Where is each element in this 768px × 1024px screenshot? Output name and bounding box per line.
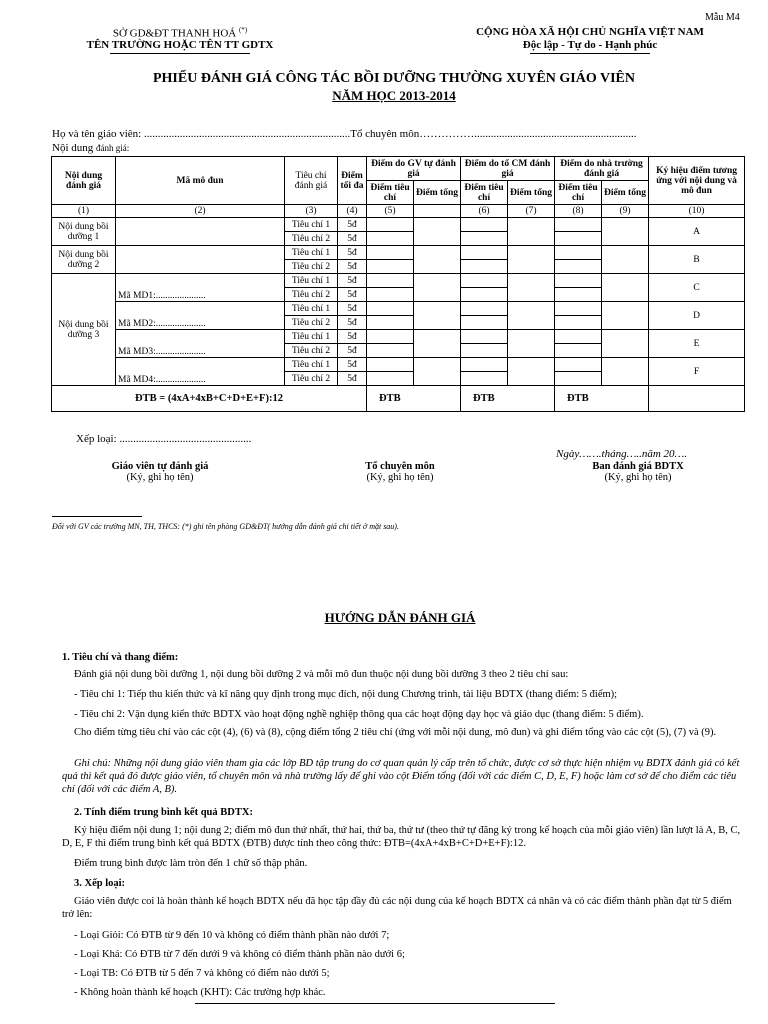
- department-mark: (*): [238, 26, 248, 34]
- bottom-divider: [195, 1003, 555, 1004]
- criteria-2: Tiêu chí 2: [285, 288, 338, 302]
- max-score: 5đ: [338, 232, 367, 246]
- sub-criteria-score: Điểm tiêu chí: [555, 181, 602, 205]
- department-name: [60, 26, 300, 40]
- dtb-group: ĐTB: [461, 386, 555, 412]
- section-1-para-2: - Tiêu chí 1: Tiếp thu kiến thức và kĩ năng quy định trong mục đích, nội dung Chương trình, tài liệu BDTX (thang điểm: 5 điểm);: [74, 689, 618, 700]
- section-1-note: Ghi chú: Những nội dung giáo viên tham gia các lớp BD tập trung do cơ quan quản lý cấp trên tổ chức, được cơ sở thực hiện nhiệm vụ BDTX đánh giá có kết quả thì kết quả đó được giáo viên, tổ chuyên môn và nhà trường lấy để ghi vào cột Điểm tổng (đối với các điểm C, D, E, F) hoặc làm cơ sở để cho điểm các tiêu chí (đối với các điểm A, B).: [62, 758, 740, 795]
- section-1-para-3: - Tiêu chí 2: Vận dụng kiến thức BDTX vào hoạt động nghề nghiệp thông qua các hoạt động dạy học và giáo dục (thang điểm: 5 điểm).: [74, 709, 644, 720]
- module-md4: Mã MD4:.....................: [116, 358, 285, 386]
- header-group-eval: Điểm do tổ CM đánh giá: [461, 157, 555, 181]
- col-num: (10): [649, 205, 745, 218]
- criteria-1: Tiêu chí 1: [285, 246, 338, 260]
- content-label-small: đánh giá:: [96, 143, 130, 153]
- module-md2: Mã MD2:.....................: [116, 302, 285, 330]
- signature-teacher: [70, 461, 250, 483]
- footnote: Đối với GV các trường MN, TH, THCS: (*) ghi tên phòng GD&ĐT( hướng dẫn đánh giá chi tiết ở mặt sau).: [52, 522, 399, 531]
- criteria-1: Tiêu chí 1: [285, 302, 338, 316]
- section-2-para-1: Ký hiệu điểm nội dung 1; nội dung 2; điểm mô đun thứ nhất, thứ hai, thứ ba, thứ tư (theo thứ tự đăng ký trong kế hoạch của mỗi giáo viên) lần lượt là A, B, C, D, E, F thì điểm trung bình kết quả BDTX (ĐTB) được tính theo công thức: ĐTB=(4xA+4xB+C+D+E+F):12.: [62, 825, 741, 849]
- signature-board: [548, 461, 728, 483]
- col-num: (5): [367, 205, 414, 218]
- symbol-c: C: [649, 274, 745, 302]
- header-school-eval: Điểm do nhà trường đánh giá: [555, 157, 649, 181]
- sub-total-score: Điểm tổng: [414, 181, 461, 205]
- col-num: (2): [116, 205, 285, 218]
- signature-group: [310, 461, 490, 483]
- col-num: (4): [338, 205, 367, 218]
- criteria-1: Tiêu chí 1: [285, 274, 338, 288]
- date-line: Ngày…….tháng…..năm 20….: [556, 448, 688, 460]
- footnote-divider: [52, 516, 142, 517]
- criteria-2: Tiêu chí 2: [285, 372, 338, 386]
- symbol-a: A: [649, 218, 745, 246]
- max-score: 5đ: [338, 246, 367, 260]
- sub-total-score: Điểm tổng: [602, 181, 649, 205]
- dtb-school: ĐTB: [555, 386, 649, 412]
- form-code: Mẫu M4: [705, 12, 740, 23]
- content-2-label: Nội dung bồi dưỡng 2: [52, 246, 116, 274]
- dtb-formula: ĐTB = (4xA+4xB+C+D+E+F):12: [52, 386, 367, 412]
- max-score: 5đ: [338, 316, 367, 330]
- section-3-para-2: - Loại Giỏi: Có ĐTB từ 9 đến 10 và không có điểm thành phần nào dưới 7;: [74, 930, 390, 941]
- section-1-title: 1. Tiêu chí và thang điểm:: [62, 652, 179, 663]
- section-3-title: 3. Xếp loại:: [74, 878, 126, 889]
- ranking-line: Xếp loại: ................................................: [76, 433, 252, 445]
- max-score: 5đ: [338, 274, 367, 288]
- col-num: (7): [508, 205, 555, 218]
- symbol-f: F: [649, 358, 745, 386]
- section-3-para-4: - Loại TB: Có ĐTB từ 5 đến 7 và không có điểm nào dưới 5;: [74, 968, 330, 979]
- signature-title: Tổ chuyên môn: [365, 461, 435, 472]
- header-criteria: Tiêu chí đánh giá: [285, 157, 338, 205]
- col-num: (8): [555, 205, 602, 218]
- criteria-2: Tiêu chí 2: [285, 232, 338, 246]
- sub-criteria-score: Điểm tiêu chí: [461, 181, 508, 205]
- module-md1: Mã MD1:.....................: [116, 274, 285, 302]
- module-md3: Mã MD3:.....................: [116, 330, 285, 358]
- school-underline: [110, 53, 250, 54]
- signature-note: (Ký, ghi họ tên): [126, 472, 194, 483]
- content-1-label: Nội dung bồi dưỡng 1: [52, 218, 116, 246]
- section-1-para-1: Đánh giá nội dung bồi dưỡng 1, nội dung bồi dưỡng 2 và mỗi mô đun thuộc nội dung bồi dưỡng 3 theo 2 tiêu chí sau:: [74, 669, 569, 680]
- school-name: TÊN TRƯỜNG HOẶC TÊN TT GDTX: [86, 39, 274, 51]
- header-module: Mã mô đun: [116, 157, 285, 205]
- col-num: (1): [52, 205, 116, 218]
- school-year: NĂM HỌC 2013-2014: [332, 88, 456, 103]
- section-3-para-5: - Không hoàn thành kế hoạch (KHT): Các trường hợp khác.: [74, 987, 326, 998]
- header-self-eval: Điểm do GV tự đánh giá: [367, 157, 461, 181]
- criteria-2: Tiêu chí 2: [285, 316, 338, 330]
- criteria-1: Tiêu chí 1: [285, 218, 338, 232]
- max-score: 5đ: [338, 344, 367, 358]
- section-2-para-2: Điểm trung bình được làm tròn đến 1 chữ số thập phân.: [74, 858, 308, 869]
- motto-underline: [530, 53, 650, 54]
- signature-note: (Ký, ghi họ tên): [366, 472, 434, 483]
- sub-total-score: Điểm tổng: [508, 181, 555, 205]
- teacher-name-field: Họ và tên giáo viên: ...........................................................................Tổ chuyên môn……………...........................................................: [52, 128, 637, 140]
- header-content: Nội dung đánh giá: [52, 157, 116, 205]
- max-score: 5đ: [338, 330, 367, 344]
- content-label-text: Nội dung: [52, 142, 94, 154]
- criteria-1: Tiêu chí 1: [285, 330, 338, 344]
- header-symbol: Ký hiệu điểm tương ứng với nội dung và mô đun: [649, 157, 745, 205]
- department-text: SỞ GD&ĐT THANH HOÁ: [112, 27, 237, 40]
- criteria-2: Tiêu chí 2: [285, 260, 338, 274]
- content-3-label: Nội dung bồi dưỡng 3: [52, 274, 116, 386]
- col-num: (9): [602, 205, 649, 218]
- signature-note: (Ký, ghi họ tên): [604, 472, 672, 483]
- section-3-para-3: - Loại Khá: Có ĐTB từ 7 đến dưới 9 và không có điểm thành phần nào dưới 6;: [74, 949, 405, 960]
- col-num: (3): [285, 205, 338, 218]
- max-score: 5đ: [338, 288, 367, 302]
- max-score: 5đ: [338, 358, 367, 372]
- national-motto: Độc lập - Tự do - Hạnh phúc: [522, 39, 658, 51]
- symbol-e: E: [649, 330, 745, 358]
- section-2-title: 2. Tính điểm trung bình kết quả BDTX:: [74, 807, 253, 818]
- criteria-2: Tiêu chí 2: [285, 344, 338, 358]
- max-score: 5đ: [338, 372, 367, 386]
- section-3-para-1: Giáo viên được coi là hoàn thành kế hoạch BDTX nếu đã học tập đầy đủ các nội dung của kế hoạch BDTX cá nhân và có các điểm thành phần đạt từ 5 điểm trở lên:: [62, 896, 732, 920]
- criteria-1: Tiêu chí 1: [285, 358, 338, 372]
- signature-title: Giáo viên tự đánh giá: [111, 461, 209, 472]
- max-score: 5đ: [338, 302, 367, 316]
- content-label: [52, 142, 129, 154]
- dtb-self: ĐTB: [367, 386, 461, 412]
- signature-title: Ban đánh giá BDTX: [592, 461, 684, 472]
- max-score: 5đ: [338, 218, 367, 232]
- guide-title: HƯỚNG DẪN ĐÁNH GIÁ: [324, 610, 476, 625]
- sub-criteria-score: Điểm tiêu chí: [367, 181, 414, 205]
- header-max-score: Điểm tối đa: [338, 157, 367, 205]
- evaluation-table: [51, 156, 745, 412]
- symbol-b: B: [649, 246, 745, 274]
- form-title: PHIẾU ĐÁNH GIÁ CÔNG TÁC BỒI DƯỠNG THƯỜNG XUYÊN GIÁO VIÊN: [152, 71, 635, 86]
- section-1-para-4: Cho điểm từng tiêu chí vào các cột (4), (6) và (8), cộng điểm tổng 2 tiêu chí (ứng với mỗi nội dung, mô đun) và ghi điểm tổng vào các cột (5), (7) và (9).: [74, 727, 717, 738]
- symbol-d: D: [649, 302, 745, 330]
- max-score: 5đ: [338, 260, 367, 274]
- col-num: (6): [461, 205, 508, 218]
- republic-heading: CỘNG HÒA XÃ HỘI CHỦ NGHĨA VIỆT NAM: [476, 26, 704, 38]
